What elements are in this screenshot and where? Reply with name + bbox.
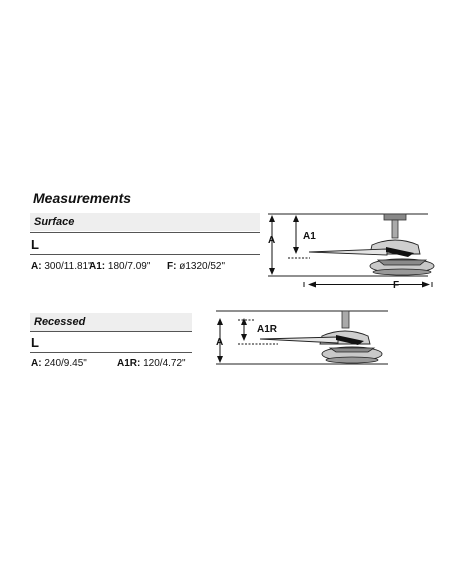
surface-arrow-f xyxy=(304,282,432,288)
recessed-divider-bottom xyxy=(30,352,192,353)
recessed-label-a: A xyxy=(216,337,224,348)
surface-measure-a1: A1: 180/7.09" xyxy=(89,261,151,272)
recessed-label-a1r: A1R xyxy=(257,324,278,335)
surface-fan-drawing xyxy=(309,214,434,275)
surface-label-a1: A1 xyxy=(303,231,316,242)
surface-size: L xyxy=(31,237,39,252)
surface-measurements xyxy=(31,261,225,272)
surface-header-band xyxy=(30,213,260,231)
recessed-measure-a: A: 240/9.45" xyxy=(31,358,87,369)
recessed-header-band xyxy=(30,313,192,331)
surface-measure-f: F: ø1320/52" xyxy=(167,261,226,272)
recessed-measure-a1r: A1R: 120/4.72" xyxy=(117,358,186,369)
recessed-diagram xyxy=(198,306,398,374)
recessed-label: Recessed xyxy=(34,316,86,328)
recessed-measurements xyxy=(31,358,186,369)
surface-label-a: A xyxy=(268,235,276,246)
surface-arrow-a1 xyxy=(293,215,299,254)
surface-diagram xyxy=(262,205,452,300)
recessed-arrow-a1r xyxy=(241,318,247,341)
surface-measure-a: A: 300/11.81" xyxy=(31,261,92,272)
recessed-fan-drawing xyxy=(260,311,382,363)
recessed-size: L xyxy=(31,335,39,350)
surface-divider-top xyxy=(30,232,260,233)
recessed-divider-top xyxy=(30,331,192,332)
surface-divider-bottom xyxy=(30,254,260,255)
surface-label-f: F xyxy=(393,280,400,291)
measurements-heading: Measurements xyxy=(33,190,132,206)
surface-label: Surface xyxy=(34,216,75,228)
